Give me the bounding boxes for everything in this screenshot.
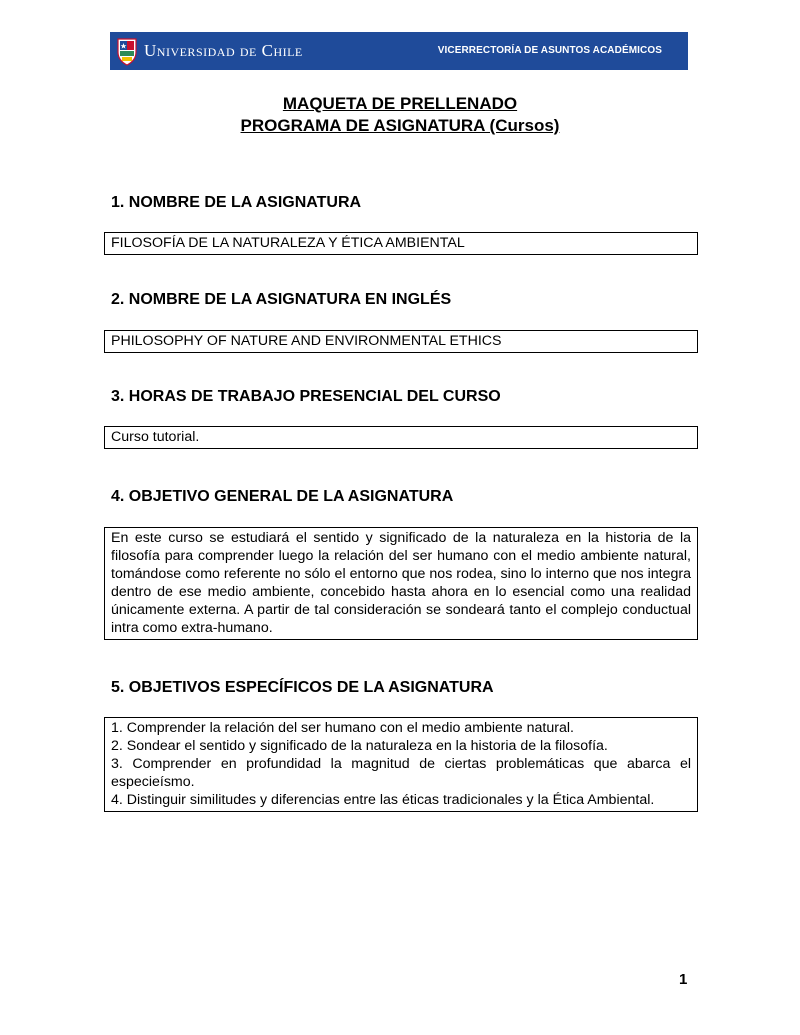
section-4-heading: 4. OBJETIVO GENERAL DE LA ASIGNATURA — [111, 488, 454, 505]
section-1-content: FILOSOFÍA DE LA NATURALEZA Y ÉTICA AMBIENTAL — [111, 235, 465, 251]
section-1-heading: 1. NOMBRE DE LA ASIGNATURA — [111, 194, 362, 211]
section-3-box — [104, 426, 698, 449]
objective-item-4: 4. Distinguir similitudes y diferencias entre las éticas tradicionales y la Ética Ambiental. — [111, 792, 655, 808]
section-2-heading: 2. NOMBRE DE LA ASIGNATURA EN INGLÉS — [111, 291, 452, 308]
objective-item-2: 2. Sondear el sentido y significado de la naturaleza en la historia de la filosofía. — [111, 738, 608, 754]
section-5-heading: 5. OBJETIVOS ESPECÍFICOS DE LA ASIGNATURA — [111, 679, 494, 696]
objective-item-1: 1. Comprender la relación del ser humano con el medio ambiente natural. — [111, 720, 574, 736]
page-number: 1 — [679, 971, 688, 988]
section-2-box — [104, 330, 698, 353]
header-banner — [110, 32, 688, 70]
section-3-content: Curso tutorial. — [111, 429, 200, 445]
section-2-content: PHILOSOPHY OF NATURE AND ENVIRONMENTAL ETHICS — [111, 333, 502, 349]
document-title-line1: MAQUETA DE PRELLENADO — [282, 94, 518, 113]
section-3-heading: 3. HORAS DE TRABAJO PRESENCIAL DEL CURSO — [111, 388, 501, 405]
document-title-line2: PROGRAMA DE ASIGNATURA (Cursos) — [240, 116, 560, 135]
office-name: VICERRECTORÍA DE ASUNTOS ACADÉMICOS — [437, 45, 662, 56]
section-1-box — [104, 232, 698, 255]
section-4-paragraph: En este curso se estudiará el sentido y significado de la naturaleza en la historia de la filosofía para comprender luego la relación del ser humano con el medio ambiente natural, tomándose como referente no sólo el entorno que nos rodea, sino lo interno que nos integra dentro de ese medio ambiente, concebido hasta ahora en lo esencial como una realidad únicamente externa. A partir de tal consideración se sondeará tanto el complejo conductual intra como extra-humano. — [111, 530, 691, 636]
section-5-box — [104, 717, 698, 812]
objective-item-3: 3. Comprender en profundidad la magnitud de ciertas problemáticas que abarca el especieísmo. — [111, 756, 691, 790]
section-4-box — [104, 527, 698, 640]
university-name: Universidad de Chile — [144, 41, 303, 60]
university-crest-icon — [116, 36, 138, 66]
